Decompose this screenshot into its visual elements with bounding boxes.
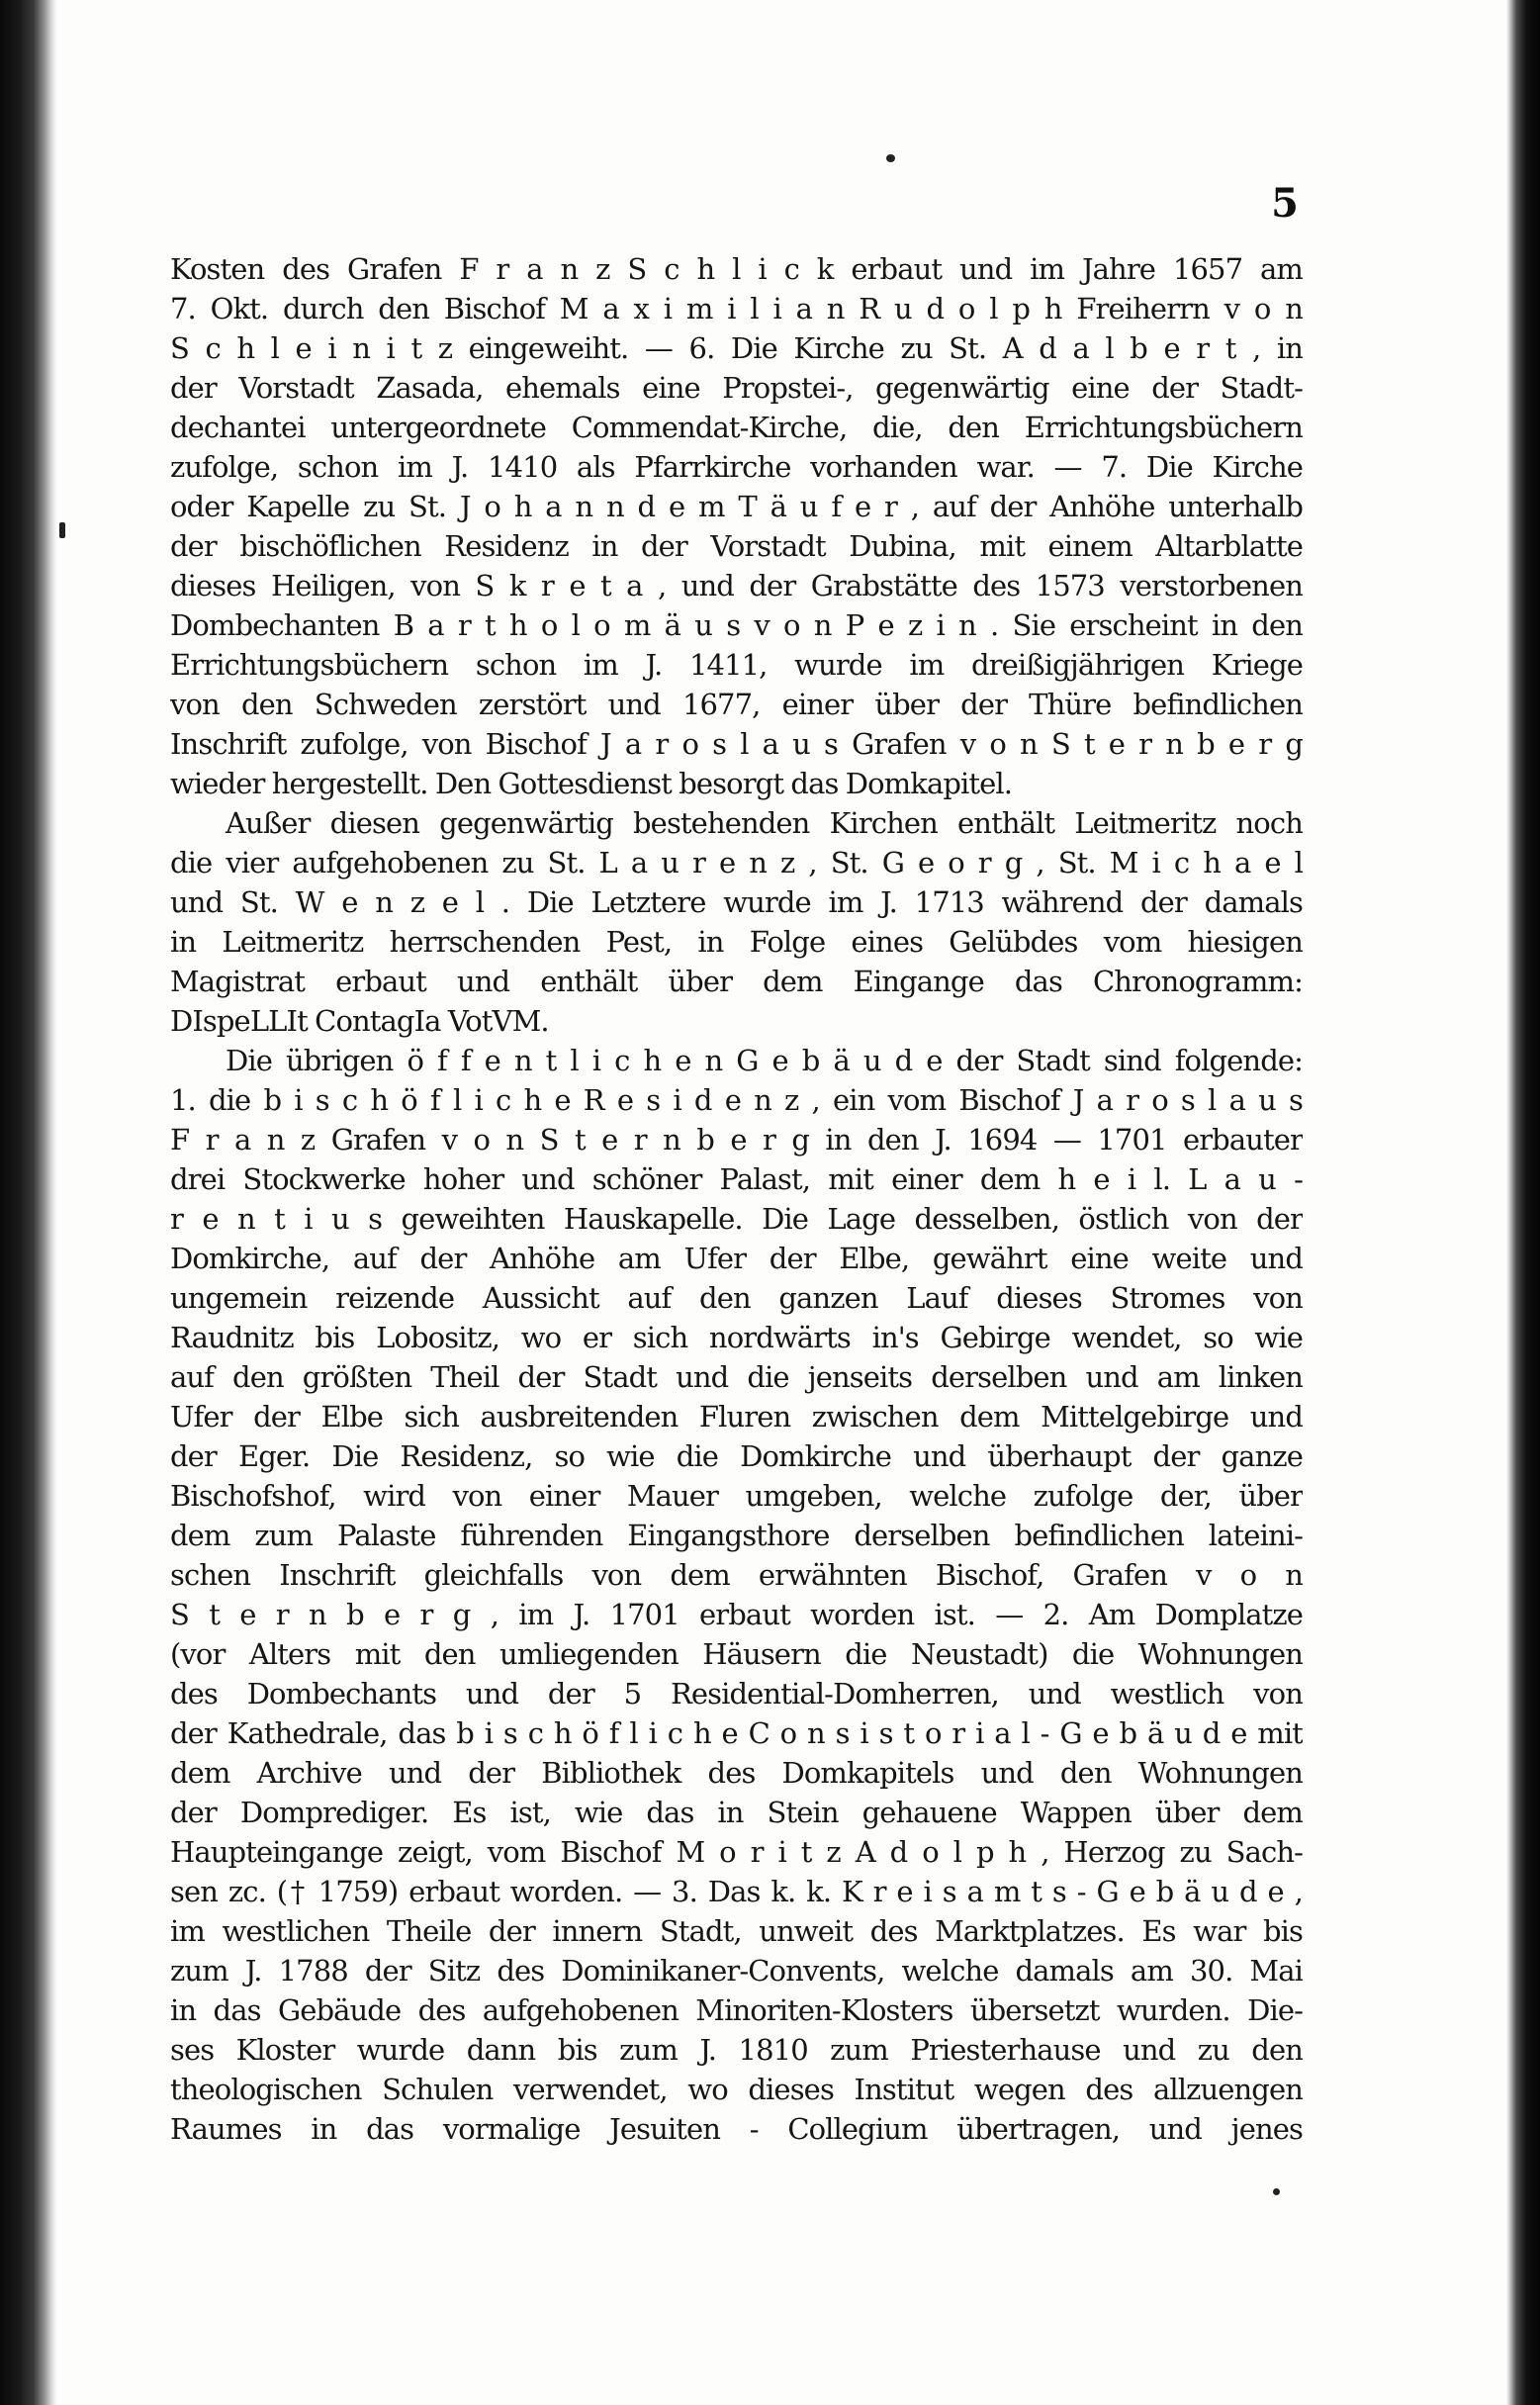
text-line: dem zum Palaste führenden Eingangsthore derselben befindlichen lateini- (170, 1519, 1303, 1552)
text-line: Dombechanten B a r t h o l o m ä u s v o n P e z i n . Sie erscheint in den (170, 608, 1303, 642)
body-text (170, 249, 1303, 2149)
page-number: 5 (1271, 180, 1299, 227)
text-line: der Vorstadt Zasada, ehemals eine Propstei-, gegenwärtig eine der Stadt- (170, 371, 1303, 405)
text-line: (vor Alters mit den umliegenden Häusern die Neustadt) die Wohnungen (170, 1637, 1303, 1671)
text-line: der Domprediger. Es ist, wie das in Stein gehauene Wappen über dem (170, 1796, 1303, 1829)
text-line: ses Kloster wurde dann bis zum J. 1810 zum Priesterhause und zu den (170, 2033, 1303, 2067)
text-line: drei Stockwerke hoher und schöner Palast, mit einer dem h e i l. L a u - (170, 1162, 1303, 1196)
text-line: Inschrift zufolge, von Bischof J a r o s l a u s Grafen v o n S t e r n b e r g (170, 727, 1303, 761)
text-line: DIspeLLIt ContagIa VotVM. (170, 1004, 549, 1038)
text-line: Domkirche, auf der Anhöhe am Ufer der Elbe, gewährt eine weite und (170, 1242, 1303, 1275)
text-line: Raudnitz bis Lobositz, wo er sich nordwärts in's Gebirge wendet, so wie (170, 1321, 1303, 1354)
ink-speck (886, 154, 895, 162)
text-line: dieses Heiligen, von S k r e t a , und der Grabstätte des 1573 verstorbenen (170, 569, 1303, 602)
text-line: dechantei untergeordnete Commendat-Kirche, die, den Errichtungsbüchern (170, 411, 1303, 444)
text-line: der Eger. Die Residenz, so wie die Domkirche und überhaupt der ganze (170, 1439, 1303, 1473)
text-line: in das Gebäude des aufgehobenen Minoriten-Klosters übersetzt wurden. Die- (170, 1993, 1303, 2027)
ink-speck (59, 522, 65, 538)
text-line: der bischöflichen Residenz in der Vorstadt Dubina, mit einem Altarblatte (170, 529, 1303, 563)
text-line: ungemein reizende Aussicht auf den ganzen Lauf dieses Stromes von (170, 1281, 1303, 1315)
scan-shadow-left (0, 0, 57, 2405)
text-line: auf den größten Theil der Stadt und die jenseits derselben und am linken (170, 1360, 1303, 1394)
text-line: Kosten des Grafen F r a n z S c h l i c k erbaut und im Jahre 1657 am (170, 252, 1303, 286)
text-line: Errichtungsbüchern schon im J. 1411, wurde im dreißigjährigen Kriege (170, 648, 1303, 682)
text-line: Außer diesen gegenwärtig bestehenden Kirchen enthält Leitmeritz noch (226, 806, 1303, 840)
text-line: 1. die b i s c h ö f l i c h e R e s i d e n z , ein vom Bischof J a r o s l a u s (170, 1083, 1303, 1117)
text-line: in Leitmeritz herrschenden Pest, in Folge eines Gelübdes vom hiesigen (170, 925, 1303, 959)
text-line: 7. Okt. durch den Bischof M a x i m i l i a n R u d o l p h Freiherrn v o n (170, 292, 1303, 325)
text-line: S t e r n b e r g , im J. 1701 erbaut worden ist. — 2. Am Domplatze (170, 1598, 1303, 1631)
text-line: sen zc. († 1759) erbaut worden. — 3. Das k. k. K r e i s a m t s - G e b ä u d e , (170, 1875, 1303, 1908)
text-line: des Dombechants und der 5 Residential-Domherren, und westlich von (170, 1677, 1303, 1711)
text-line: und St. W e n z e l . Die Letztere wurde im J. 1713 während der damals (170, 885, 1303, 919)
text-line: zum J. 1788 der Sitz des Dominikaner-Convents, welche damals am 30. Mai (170, 1954, 1303, 1988)
text-line: von den Schweden zerstört und 1677, einer über der Thüre befindlichen (170, 688, 1303, 721)
text-line: Ufer der Elbe sich ausbreitenden Fluren zwischen dem Mittelgebirge und (170, 1400, 1303, 1434)
text-line: F r a n z Grafen v o n S t e r n b e r g in den J. 1694 — 1701 erbauter (170, 1123, 1303, 1156)
text-line: S c h l e i n i t z eingeweiht. — 6. Die Kirche zu St. A d a l b e r t , in (170, 331, 1303, 365)
text-line: Die übrigen ö f f e n t l i c h e n G e b ä u d e der Stadt sind folgende: (226, 1044, 1303, 1077)
text-line: Bischofshof, wird von einer Mauer umgeben, welche zufolge der, über (170, 1479, 1303, 1513)
text-line: schen Inschrift gleichfalls von dem erwähnten Bischof, Grafen v o n (170, 1558, 1303, 1592)
text-line: wieder hergestellt. Den Gottesdienst besorgt das Domkapitel. (170, 767, 1013, 800)
text-line: Raumes in das vormalige Jesuiten - Collegium übertragen, und jenes (170, 2112, 1303, 2146)
text-line: im westlichen Theile der innern Stadt, unweit des Marktplatzes. Es war bis (170, 1914, 1303, 1948)
text-line: r e n t i u s geweihten Hauskapelle. Die Lage desselben, östlich von der (170, 1202, 1303, 1236)
text-line: oder Kapelle zu St. J o h a n n d e m T ä u f e r , auf der Anhöhe unterhalb (170, 490, 1303, 523)
text-line: die vier aufgehobenen zu St. L a u r e n z , St. G e o r g , St. M i c h a e l (170, 846, 1303, 879)
text-line: theologischen Schulen verwendet, wo dieses Institut wegen des allzuengen (170, 2073, 1303, 2106)
ink-speck (1273, 2188, 1280, 2195)
text-line: dem Archive und der Bibliothek des Domkapitels und den Wohnungen (170, 1756, 1303, 1790)
text-line: Magistrat erbaut und enthält über dem Eingange das Chronogramm: (170, 965, 1303, 998)
text-line: Haupteingange zeigt, vom Bischof M o r i t z A d o l p h , Herzog zu Sach- (170, 1835, 1303, 1869)
text-line: zufolge, schon im J. 1410 als Pfarrkirche vorhanden war. — 7. Die Kirche (170, 450, 1303, 484)
text-line: der Kathedrale, das b i s c h ö f l i c h e C o n s i s t o r i a l - G e b ä u d e mit (170, 1716, 1303, 1750)
scan-shadow-right (1506, 0, 1540, 2405)
